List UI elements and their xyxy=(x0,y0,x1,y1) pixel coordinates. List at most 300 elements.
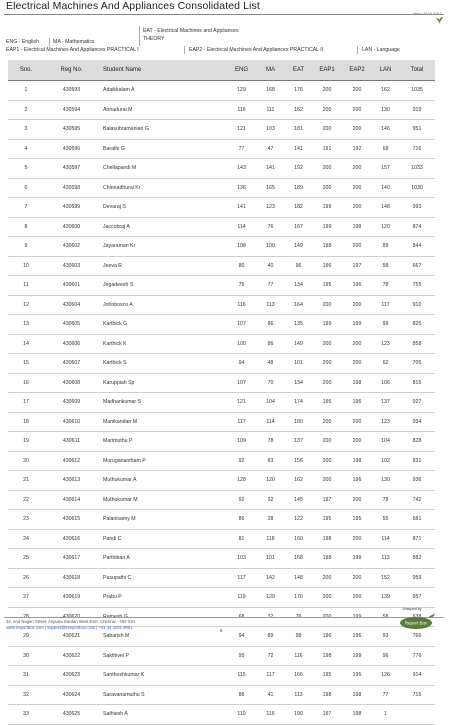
cell-eng: 100 xyxy=(227,334,256,354)
cell-student-name: Chellapandi M xyxy=(99,159,227,179)
cell-lan: 120 xyxy=(372,217,399,237)
cell-eat: 148 xyxy=(285,568,312,588)
cell-reg-no: 430624 xyxy=(44,685,99,705)
cell-eng: 107 xyxy=(227,373,256,393)
cell-total: 825 xyxy=(399,315,435,335)
cell-eap1: 195 xyxy=(312,666,342,686)
cell-lan: 137 xyxy=(372,393,399,413)
cell-lan: 148 xyxy=(372,198,399,218)
cell-eng: 103 xyxy=(227,549,256,569)
table-row xyxy=(8,646,435,666)
cell-total: 914 xyxy=(399,666,435,686)
cell-student-name: Prabu P xyxy=(99,588,227,608)
legend-theory: THEORY xyxy=(143,36,165,42)
cell-lan: 96 xyxy=(372,646,399,666)
cell-eat: 145 xyxy=(285,490,312,510)
table-row xyxy=(8,705,435,725)
cell-eat: 189 xyxy=(285,178,312,198)
cell-lan: 78 xyxy=(372,490,399,510)
cell-eap1: 200 xyxy=(312,159,342,179)
cell-eng: 129 xyxy=(227,81,256,101)
cell-eng: 109 xyxy=(227,432,256,452)
cell-sno: 17 xyxy=(8,393,44,413)
cell-total: 993 xyxy=(399,198,435,218)
table-row xyxy=(8,568,435,588)
cell-student-name: Karuppiah Sp xyxy=(99,373,227,393)
cell-ma: 76 xyxy=(256,217,285,237)
cell-eng: 92 xyxy=(227,451,256,471)
table-row xyxy=(8,139,435,159)
cell-eng: 81 xyxy=(227,529,256,549)
table-row xyxy=(8,471,435,491)
cell-eap2: 196 xyxy=(342,471,372,491)
cell-reg-no: 430607 xyxy=(44,354,99,374)
cell-eap1: 191 xyxy=(312,139,342,159)
cell-lan: 117 xyxy=(372,295,399,315)
report-box-logo-icon xyxy=(393,608,438,632)
cell-ma: 41 xyxy=(256,685,285,705)
cell-eap1: 200 xyxy=(312,81,342,101)
cell-ma: 129 xyxy=(256,588,285,608)
cell-reg-no: 430622 xyxy=(44,646,99,666)
cell-eap2: 200 xyxy=(342,529,372,549)
cell-eng: 116 xyxy=(227,100,256,120)
cell-reg-no: 430599 xyxy=(44,198,99,218)
cell-total: 919 xyxy=(399,100,435,120)
cell-sno: 33 xyxy=(8,705,44,725)
cell-total: 910 xyxy=(399,295,435,315)
cell-eng: 141 xyxy=(227,198,256,218)
cell-total: 936 xyxy=(399,471,435,491)
cell-sno: 26 xyxy=(8,568,44,588)
cell-total: 1035 xyxy=(399,81,435,101)
cell-lan: 140 xyxy=(372,178,399,198)
cell-total: 667 xyxy=(399,256,435,276)
cell-sno: 1 xyxy=(8,81,44,101)
table-row xyxy=(8,432,435,452)
cell-eat: 96 xyxy=(285,256,312,276)
cell-eng: 117 xyxy=(227,568,256,588)
cell-eng: 121 xyxy=(227,393,256,413)
cell-eap1: 197 xyxy=(312,490,342,510)
cell-sno: 4 xyxy=(8,139,44,159)
cell-eng: 77 xyxy=(227,139,256,159)
cell-eng: 92 xyxy=(227,490,256,510)
cell-reg-no: 430617 xyxy=(44,549,99,569)
cell-student-name: Jegadeesh S xyxy=(99,276,227,296)
cell-eat: 137 xyxy=(285,432,312,452)
cell-lan: 77 xyxy=(372,685,399,705)
cell-total: 828 xyxy=(399,432,435,452)
cell-eap2: 198 xyxy=(342,217,372,237)
cell-reg-no: 430606 xyxy=(44,334,99,354)
cell-total: 1033 xyxy=(399,159,435,179)
cell-eat: 149 xyxy=(285,334,312,354)
cell-sno: 24 xyxy=(8,529,44,549)
cell-student-name: Karthick K xyxy=(99,334,227,354)
cell-sno: 11 xyxy=(8,276,44,296)
cell-eap1: 200 xyxy=(312,471,342,491)
cell-total: 844 xyxy=(399,237,435,257)
cell-student-name: Muthukumar M xyxy=(99,490,227,510)
cell-eng: 116 xyxy=(227,295,256,315)
cell-reg-no: 430619 xyxy=(44,588,99,608)
page-number: 6 xyxy=(220,628,223,633)
leaf-logo-icon xyxy=(435,16,444,25)
cell-reg-no: 430625 xyxy=(44,705,99,725)
cell-eat: 167 xyxy=(285,217,312,237)
col-header-lan: LAN xyxy=(372,60,399,81)
cell-ma: 77 xyxy=(256,276,285,296)
cell-sno: 3 xyxy=(8,120,44,140)
cell-eap2: 198 xyxy=(342,685,372,705)
cell-reg-no: 430596 xyxy=(44,139,99,159)
legend-eat: EAT - Electrical Machines and Appliances xyxy=(143,28,239,34)
cell-lan: 58 xyxy=(372,256,399,276)
cell-ma: 114 xyxy=(256,412,285,432)
cell-lan: 55 xyxy=(372,510,399,530)
cell-sno: 30 xyxy=(8,646,44,666)
cell-student-name: Annadurai M xyxy=(99,100,227,120)
cell-student-name: Pandi C xyxy=(99,529,227,549)
cell-student-name: Karthick S xyxy=(99,354,227,374)
cell-reg-no: 430595 xyxy=(44,120,99,140)
col-header-eap1: EAP1 xyxy=(312,60,342,81)
cell-total: 716 xyxy=(399,139,435,159)
cell-student-name: Chinnadhurai Kr xyxy=(99,178,227,198)
cell-student-name: Devaraj S xyxy=(99,198,227,218)
cell-eap1: 200 xyxy=(312,334,342,354)
table-row xyxy=(8,549,435,569)
cell-reg-no: 430604 xyxy=(44,295,99,315)
cell-eap1: 196 xyxy=(312,627,342,647)
cell-reg-no: 430616 xyxy=(44,529,99,549)
cell-ma: 165 xyxy=(256,178,285,198)
cell-student-name: Balasubramanian G xyxy=(99,120,227,140)
cell-reg-no: 430602 xyxy=(44,237,99,257)
cell-eap2: 200 xyxy=(342,237,372,257)
cell-student-name: Marimuthu P xyxy=(99,432,227,452)
cell-eap1: 200 xyxy=(312,568,342,588)
cell-student-name: Palanisamy M xyxy=(99,510,227,530)
cell-eat: 141 xyxy=(285,139,312,159)
cell-eap2: 200 xyxy=(342,354,372,374)
cell-reg-no: 430597 xyxy=(44,159,99,179)
cell-eng: 108 xyxy=(227,237,256,257)
cell-eap2: 200 xyxy=(342,198,372,218)
table-row xyxy=(8,412,435,432)
cell-eng: 95 xyxy=(227,646,256,666)
cell-eap2: 196 xyxy=(342,627,372,647)
cell-reg-no: 430612 xyxy=(44,451,99,471)
cell-sno: 5 xyxy=(8,159,44,179)
cell-total: 874 xyxy=(399,217,435,237)
cell-sno: 27 xyxy=(8,588,44,608)
cell-reg-no: 430598 xyxy=(44,178,99,198)
cell-eap1: 198 xyxy=(312,549,342,569)
table-row xyxy=(8,100,435,120)
table-row xyxy=(8,685,435,705)
cell-eap2: 200 xyxy=(342,295,372,315)
cell-lan: 1 xyxy=(372,705,399,725)
cell-sno: 20 xyxy=(8,451,44,471)
col-header-sno: Sno. xyxy=(8,60,44,81)
cell-reg-no: 430615 xyxy=(44,510,99,530)
cell-eap2: 200 xyxy=(342,568,372,588)
cell-eap1: 200 xyxy=(312,432,342,452)
cell-ma: 120 xyxy=(256,471,285,491)
cell-reg-no: 430594 xyxy=(44,100,99,120)
cell-lan: 93 xyxy=(372,627,399,647)
col-header-regno: Reg No. xyxy=(44,60,99,81)
cell-reg-no: 430605 xyxy=(44,315,99,335)
cell-eap1: 198 xyxy=(312,237,342,257)
cell-lan: 130 xyxy=(372,100,399,120)
cell-eap2: 199 xyxy=(342,646,372,666)
cell-student-name: Sabarish M xyxy=(99,627,227,647)
cell-total: 766 xyxy=(399,627,435,647)
table-row xyxy=(8,373,435,393)
legend-eng: ENG - English xyxy=(6,39,39,45)
cell-eap1: 199 xyxy=(312,315,342,335)
cell-sno: 7 xyxy=(8,198,44,218)
cell-lan: 139 xyxy=(372,588,399,608)
cell-ma: 78 xyxy=(256,432,285,452)
cell-eng: 114 xyxy=(227,217,256,237)
cell-eap1: 200 xyxy=(312,178,342,198)
cell-student-name: Saravanamuthu S xyxy=(99,685,227,705)
cell-lan: 162 xyxy=(372,81,399,101)
cell-lan: 68 xyxy=(372,139,399,159)
cell-lan: 113 xyxy=(372,549,399,569)
cell-sno: 23 xyxy=(8,510,44,530)
cell-reg-no: 430601 xyxy=(44,276,99,296)
table-row xyxy=(8,490,435,510)
cell-student-name: Santhoshkumar K xyxy=(99,666,227,686)
cell-eat: 164 xyxy=(285,295,312,315)
cell-reg-no: 430614 xyxy=(44,490,99,510)
cell-ma: 141 xyxy=(256,159,285,179)
cell-eat: 181 xyxy=(285,120,312,140)
col-header-eap2: EAP2 xyxy=(342,60,372,81)
cell-total: 927 xyxy=(399,393,435,413)
cell-lan: 130 xyxy=(372,471,399,491)
cell-total: 871 xyxy=(399,529,435,549)
table-row xyxy=(8,276,435,296)
cell-eat: 134 xyxy=(285,276,312,296)
cell-ma: 100 xyxy=(256,237,285,257)
cell-eap1: 195 xyxy=(312,393,342,413)
cell-eap1: 198 xyxy=(312,529,342,549)
cell-reg-no: 430613 xyxy=(44,471,99,491)
cell-eat: 162 xyxy=(285,471,312,491)
table-row xyxy=(8,256,435,276)
cell-lan: 126 xyxy=(372,666,399,686)
cell-eap1: 197 xyxy=(312,705,342,725)
badge-site: www.ireportbox.com xyxy=(404,628,428,632)
cell-ma: 123 xyxy=(256,198,285,218)
cell-total: 705 xyxy=(399,354,435,374)
cell-eng: 107 xyxy=(227,315,256,335)
cell-eap1: 196 xyxy=(312,256,342,276)
table-row xyxy=(8,334,435,354)
cell-reg-no: 430623 xyxy=(44,666,99,686)
cell-eap2: 199 xyxy=(342,549,372,569)
cell-eap2: 198 xyxy=(342,705,372,725)
cell-student-name: Jayaraman Kr xyxy=(99,237,227,257)
cell-ma: 111 xyxy=(256,100,285,120)
footer-address: 32, Arul Nagan Street, Anjaara Gardan West Extn, Chennai - 600 010 xyxy=(6,619,135,624)
table-row xyxy=(8,354,435,374)
cell-eap1: 199 xyxy=(312,198,342,218)
cell-eat: 170 xyxy=(285,588,312,608)
cell-lan: 114 xyxy=(372,529,399,549)
cell-eat: 192 xyxy=(285,159,312,179)
footer-contact[interactable]: www.ireportbox.com | support@iresportbox.com | +91 44 4201 8991 xyxy=(6,625,133,630)
cell-eap2: 196 xyxy=(342,276,372,296)
cell-eat: 134 xyxy=(285,373,312,393)
cell-eap2: 192 xyxy=(342,139,372,159)
cell-eat: 160 xyxy=(285,529,312,549)
cell-eap2: 200 xyxy=(342,178,372,198)
cell-eap2: 198 xyxy=(342,451,372,471)
table-row xyxy=(8,120,435,140)
table-row xyxy=(8,315,435,335)
table-row xyxy=(8,666,435,686)
cell-eng: 80 xyxy=(227,256,256,276)
cell-sno: 22 xyxy=(8,490,44,510)
cell-student-name: Pasupathi C xyxy=(99,568,227,588)
cell-ma: 113 xyxy=(256,295,285,315)
cell-lan: 78 xyxy=(372,276,399,296)
col-header-ma: MA xyxy=(256,60,285,81)
cell-sno: 18 xyxy=(8,412,44,432)
cell-sno: 32 xyxy=(8,685,44,705)
cell-lan: 157 xyxy=(372,159,399,179)
table-row xyxy=(8,588,435,608)
cell-ma: 40 xyxy=(256,256,285,276)
cell-eng: 136 xyxy=(227,178,256,198)
cell-eng: 94 xyxy=(227,627,256,647)
legend-lan: LAN - Language xyxy=(362,47,400,53)
title-rule xyxy=(4,14,444,15)
table-row xyxy=(8,529,435,549)
cell-total: 776 xyxy=(399,646,435,666)
cell-eap2: 200 xyxy=(342,81,372,101)
cell-student-name: Adaikkalam A xyxy=(99,81,227,101)
cell-eat: 156 xyxy=(285,451,312,471)
cell-sno: 8 xyxy=(8,217,44,237)
cell-sno: 19 xyxy=(8,432,44,452)
cell-total: 681 xyxy=(399,510,435,530)
cell-eap1: 200 xyxy=(312,451,342,471)
footer-rule xyxy=(4,617,444,618)
table-row xyxy=(8,159,435,179)
cell-student-name: Muthukumar A xyxy=(99,471,227,491)
cell-ma: 89 xyxy=(256,627,285,647)
legend-divider xyxy=(357,46,358,54)
cell-eat: 122 xyxy=(285,510,312,530)
cell-total: 715 xyxy=(399,685,435,705)
legend-divider xyxy=(184,46,185,54)
cell-eap1: 200 xyxy=(312,354,342,374)
legend-ma: MA - Mathematics xyxy=(53,39,95,45)
cell-student-name: Parthiban A xyxy=(99,549,227,569)
cell-lan: 123 xyxy=(372,334,399,354)
cell-eat: 176 xyxy=(285,81,312,101)
cell-eng: 117 xyxy=(227,412,256,432)
cell-eat: 116 xyxy=(285,646,312,666)
cell-eat: 180 xyxy=(285,412,312,432)
cell-student-name: Manikandan M xyxy=(99,412,227,432)
cell-total: 959 xyxy=(399,568,435,588)
cell-eap1: 200 xyxy=(312,120,342,140)
cell-student-name: Sakthivel P xyxy=(99,646,227,666)
cell-sno: 2 xyxy=(8,100,44,120)
cell-lan: 89 xyxy=(372,237,399,257)
cell-eap1: 199 xyxy=(312,217,342,237)
cell-eap2: 200 xyxy=(342,412,372,432)
cell-reg-no: 430611 xyxy=(44,432,99,452)
cell-eap2: 200 xyxy=(342,432,372,452)
cell-ma: 142 xyxy=(256,568,285,588)
cell-eap2: 200 xyxy=(342,588,372,608)
cell-lan: 99 xyxy=(372,315,399,335)
cell-eap1: 195 xyxy=(312,510,342,530)
table-row xyxy=(8,295,435,315)
table-row xyxy=(8,81,435,101)
cell-student-name: Johnbosco A xyxy=(99,295,227,315)
cell-lan: 104 xyxy=(372,432,399,452)
cell-ma: 32 xyxy=(256,490,285,510)
cell-eat: 162 xyxy=(285,100,312,120)
table-row xyxy=(8,178,435,198)
table-row xyxy=(8,510,435,530)
cell-eat: 113 xyxy=(285,685,312,705)
cell-sno: 25 xyxy=(8,549,44,569)
cell-student-name: Sathiesh A xyxy=(99,705,227,725)
cell-lan: 123 xyxy=(372,412,399,432)
col-header-eng: ENG xyxy=(227,60,256,81)
cell-eap2: 200 xyxy=(342,159,372,179)
cell-lan: 152 xyxy=(372,568,399,588)
cell-eng: 94 xyxy=(227,354,256,374)
cell-lan: 106 xyxy=(372,373,399,393)
cell-ma: 48 xyxy=(256,354,285,374)
cell-eat: 166 xyxy=(285,666,312,686)
cell-ma: 117 xyxy=(256,666,285,686)
cell-ma: 47 xyxy=(256,139,285,159)
legend-divider xyxy=(49,38,50,46)
table-row xyxy=(8,393,435,413)
cell-reg-no: 430603 xyxy=(44,256,99,276)
cell-sno: 14 xyxy=(8,334,44,354)
cell-sno: 6 xyxy=(8,178,44,198)
cell-sno: 15 xyxy=(8,354,44,374)
cell-ma: 28 xyxy=(256,510,285,530)
cell-student-name: Barathi G xyxy=(99,139,227,159)
cell-eap1: 200 xyxy=(312,588,342,608)
legend-divider xyxy=(139,26,140,46)
cell-ma: 72 xyxy=(256,646,285,666)
cell-ma: 86 xyxy=(256,334,285,354)
footer-info xyxy=(6,619,135,631)
cell-eap1: 198 xyxy=(312,685,342,705)
cell-eat: 101 xyxy=(285,354,312,374)
cell-eng: 119 xyxy=(227,588,256,608)
table-row xyxy=(8,451,435,471)
cell-eap2: 200 xyxy=(342,100,372,120)
